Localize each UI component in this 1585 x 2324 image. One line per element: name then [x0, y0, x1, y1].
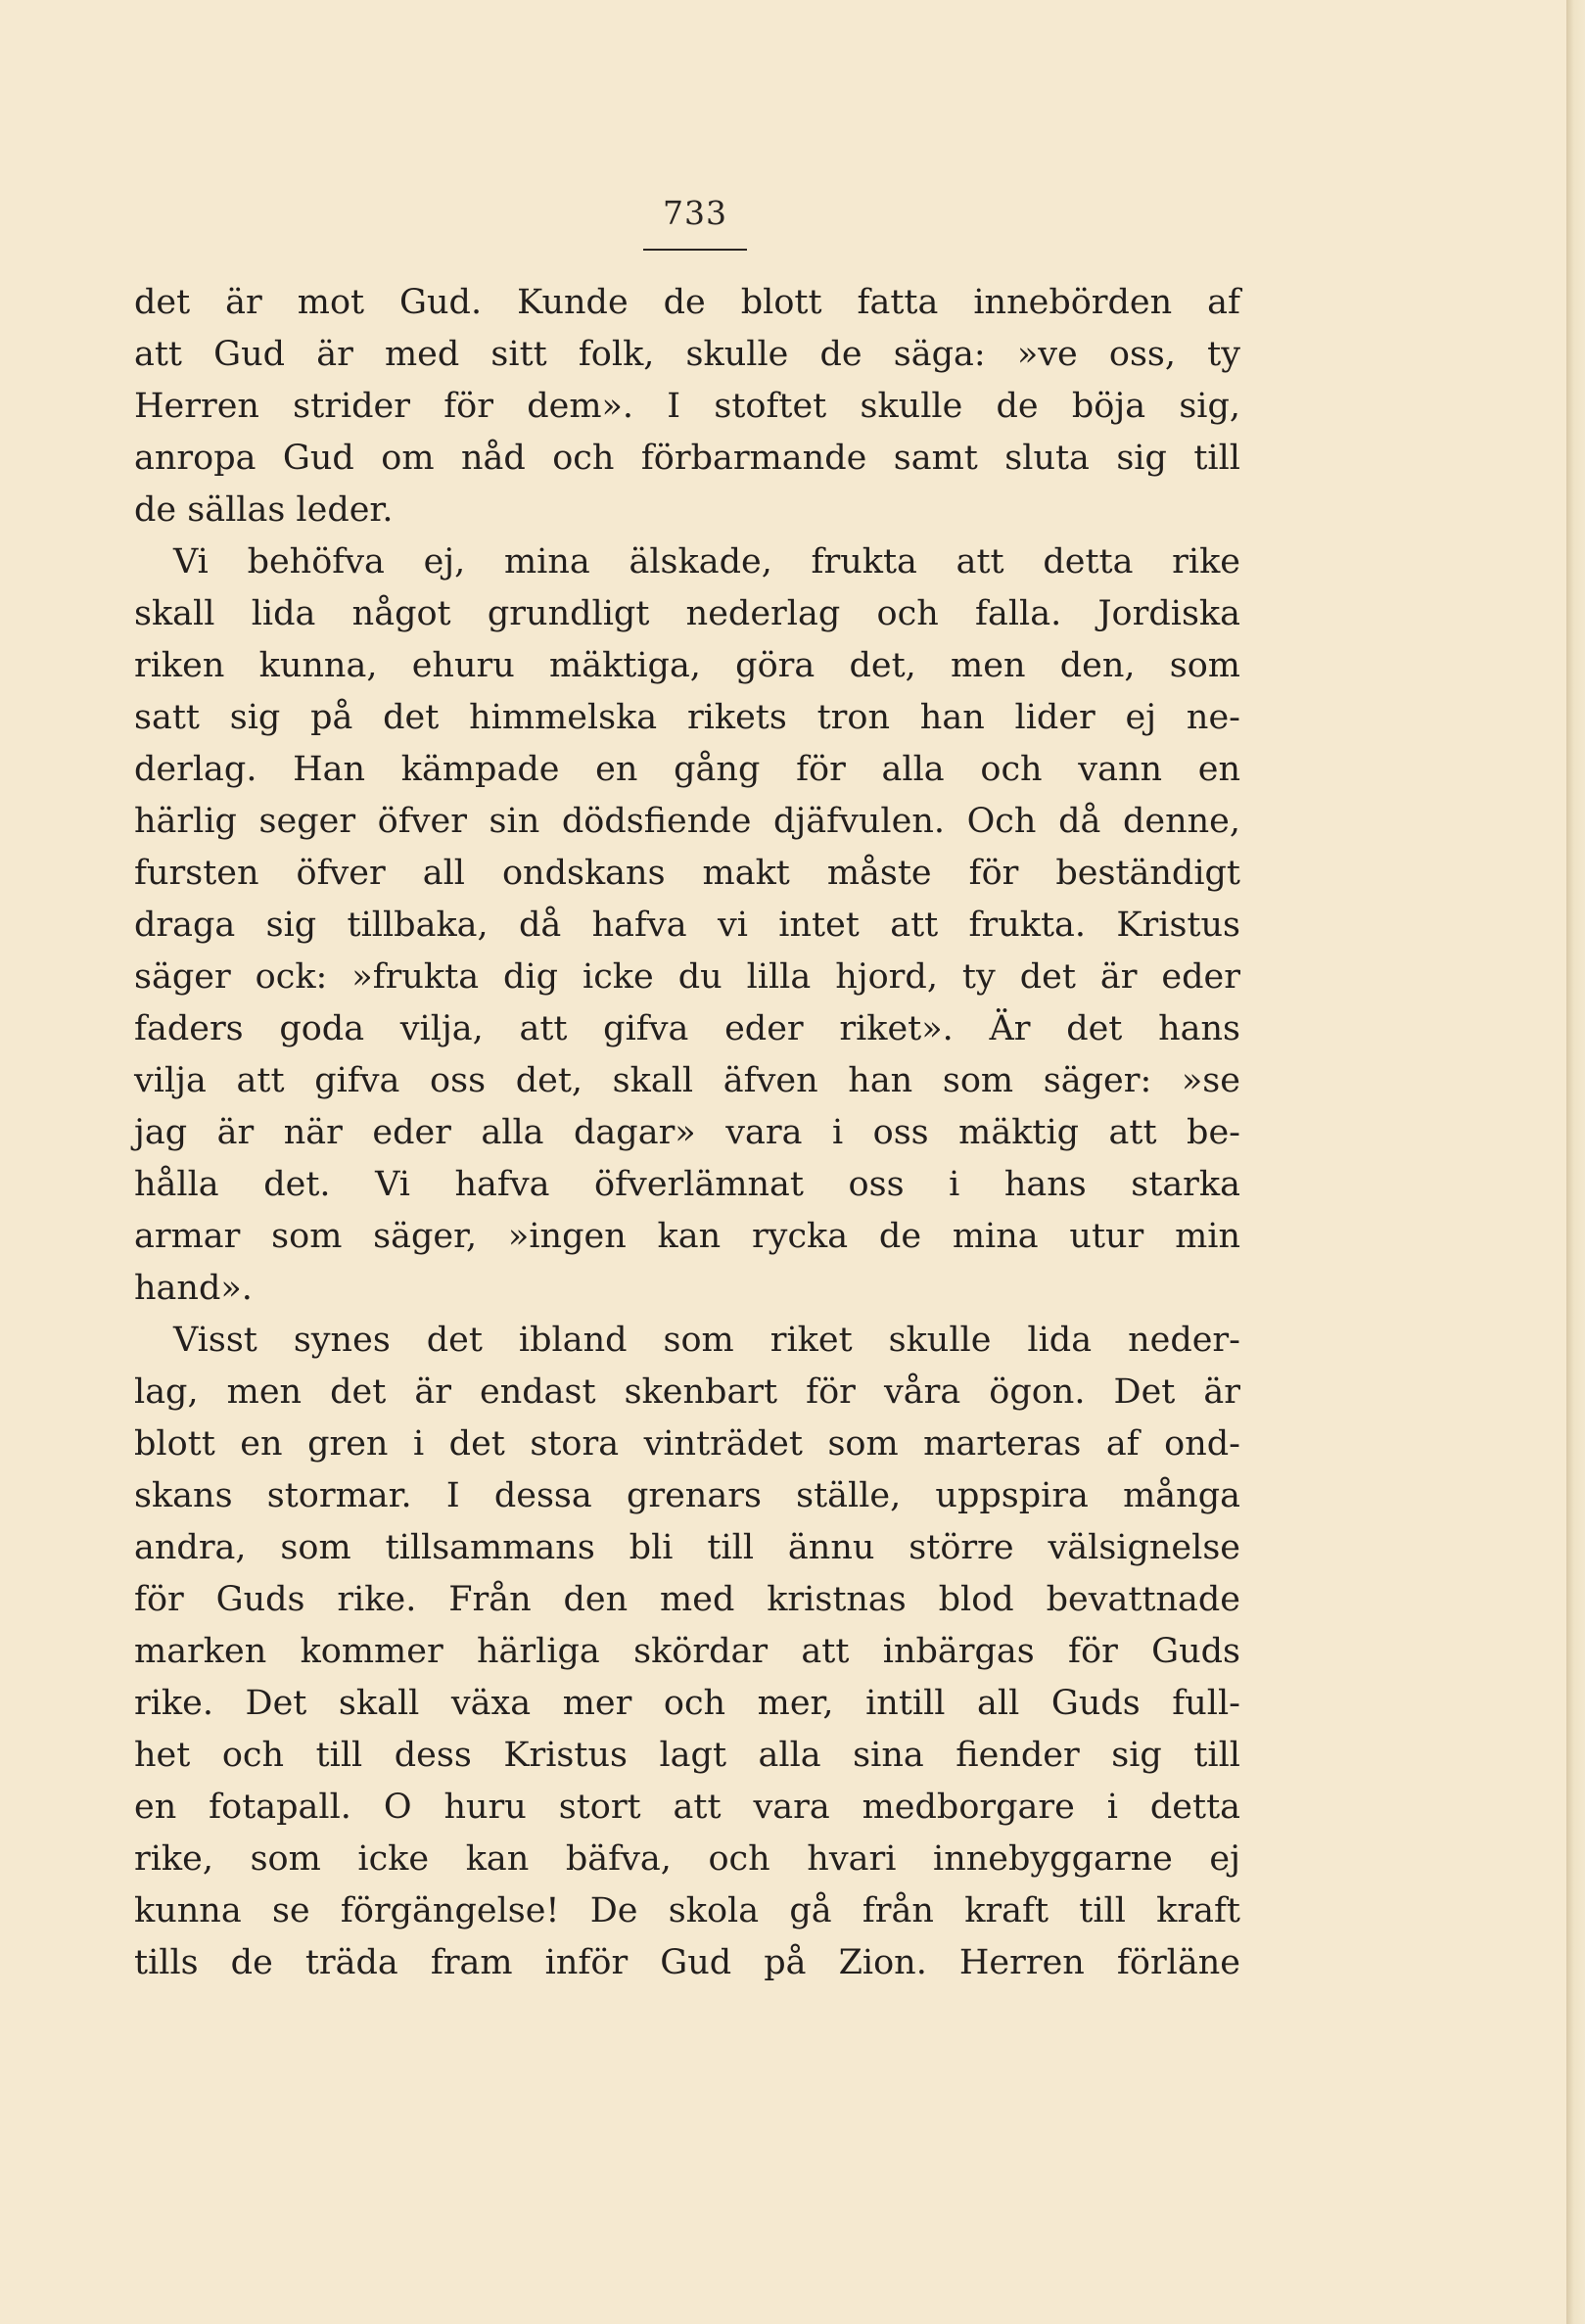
text-line: härlig seger öfver sin dödsfiende djäfvulen. Och då denne,	[134, 802, 1240, 841]
text-line: lag, men det är endast skenbart för våra ögon. Det är	[134, 1372, 1240, 1412]
text-line: hand».	[134, 1269, 253, 1308]
text-line: het och till dess Kristus lagt alla sina fiender sig till	[134, 1736, 1240, 1775]
text-line: vilja att gifva oss det, skall äfven han som säger: »se	[134, 1061, 1240, 1100]
text-line: blott en gren i det stora vinträdet som marteras af ond-	[134, 1424, 1240, 1464]
text-line: hålla det. Vi hafva öfverlämnat oss i hans starka	[134, 1165, 1240, 1204]
text-line: jag är när eder alla dagar» vara i oss mäktig att be-	[134, 1113, 1240, 1152]
text-line: tills de träda fram inför Gud på Zion. Herren förläne	[134, 1943, 1240, 1982]
text-line: draga sig tillbaka, då hafva vi intet att frukta. Kristus	[134, 906, 1240, 945]
text-line: för Guds rike. Från den med kristnas blod bevattnade	[134, 1580, 1240, 1619]
page-number: 733	[663, 194, 727, 232]
text-line: det är mot Gud. Kunde de blott fatta innebörden af	[134, 283, 1240, 322]
text-line: marken kommer härliga skördar att inbärgas för Guds	[134, 1632, 1240, 1671]
text-line: Herren strider för dem». I stoftet skulle de böja sig,	[134, 387, 1240, 426]
text-line: faders goda vilja, att gifva eder riket». Är det hans	[134, 1009, 1240, 1048]
text-line: Vi behöfva ej, mina älskade, frukta att detta rike	[173, 542, 1240, 581]
text-line: skall lida något grundligt nederlag och falla. Jordiska	[134, 594, 1240, 633]
text-line: kunna se förgängelse! De skola gå från kraft till kraft	[134, 1891, 1240, 1930]
text-line: Visst synes det ibland som riket skulle lida neder-	[173, 1321, 1240, 1360]
text-line: andra, som tillsammans bli till ännu större välsignelse	[134, 1528, 1240, 1567]
text-line: fursten öfver all ondskans makt måste för beständigt	[134, 854, 1240, 893]
text-line: rike. Det skall växa mer och mer, intill all Guds full-	[134, 1684, 1240, 1723]
text-line: satt sig på det himmelska rikets tron han lider ej ne-	[134, 698, 1240, 737]
text-line: derlag. Han kämpade en gång för alla och vann en	[134, 750, 1240, 789]
text-line: skans stormar. I dessa grenars ställe, uppspira många	[134, 1476, 1240, 1515]
text-line: riken kunna, ehuru mäktiga, göra det, men den, som	[134, 646, 1240, 685]
text-line: de sällas leder.	[134, 490, 394, 530]
text-line: armar som säger, »ingen kan rycka de mina utur min	[134, 1217, 1240, 1256]
text-line: anropa Gud om nåd och förbarmande samt sluta sig till	[134, 439, 1240, 478]
text-line: säger ock: »frukta dig icke du lilla hjord, ty det är eder	[134, 957, 1240, 997]
page-number-underline	[643, 249, 747, 251]
text-line: rike, som icke kan bäfva, och hvari innebyggarne ej	[134, 1839, 1240, 1879]
text-line: en fotapall. O huru stort att vara medborgare i detta	[134, 1788, 1240, 1827]
page-edge	[1566, 0, 1585, 2324]
text-line: att Gud är med sitt folk, skulle de säga: »ve oss, ty	[134, 335, 1240, 374]
body-text	[134, 277, 1240, 1989]
